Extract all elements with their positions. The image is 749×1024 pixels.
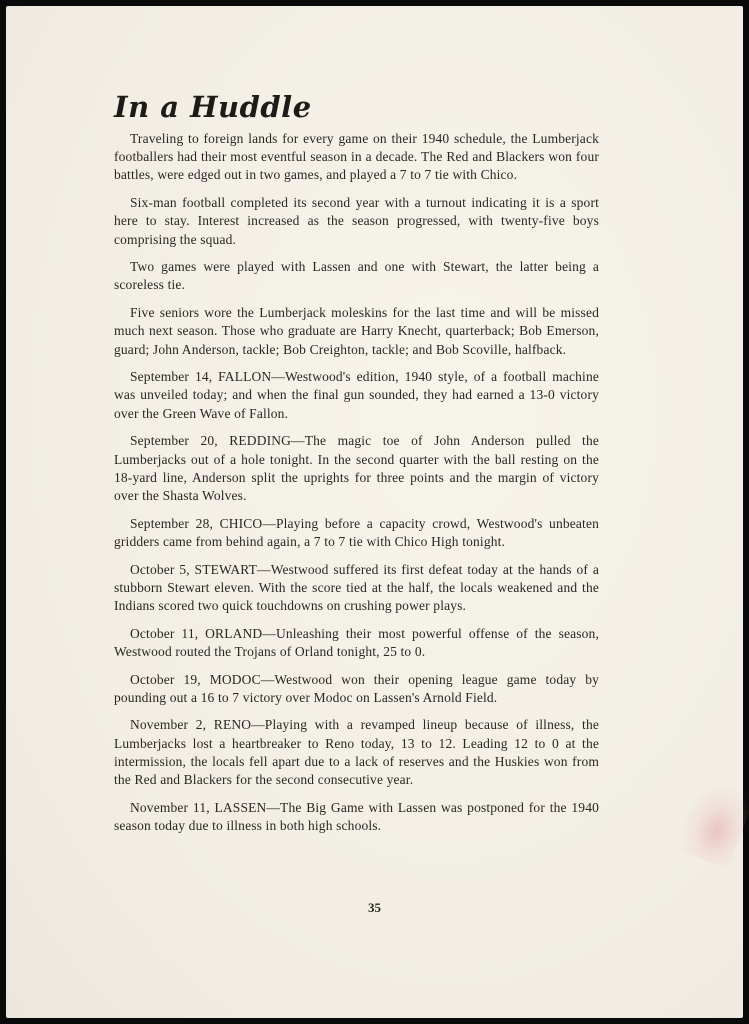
paragraph: Traveling to foreign lands for every game on their 1940 schedule, the Lumberjack footballers had their most eventful season in a decade. The Red and Blackers won four battles, were edged out in two games, and played a 7 to 7 tie with Chico.	[114, 131, 599, 183]
page-number: 35	[368, 900, 381, 915]
paragraph: October 5, STEWART—Westwood suffered its first defeat today at the hands of a stubborn Stewart eleven. With the score tied at the half, the locals weakened and the Indians scored two quick touchdowns on crushing power plays.	[114, 561, 599, 613]
article	[114, 90, 599, 845]
paragraph: October 11, ORLAND—Unleashing their most powerful offense of the season, Westwood routed the Trojans of Orland tonight, 25 to 0.	[114, 625, 599, 659]
paragraph: Six-man football completed its second year with a turnout indicating it is a sport here to stay. Interest increased as the season progressed, with twenty-five boys comprising the squad.	[114, 195, 599, 247]
paragraph: September 28, CHICO—Playing before a capacity crowd, Westwood's unbeaten gridders came from behind again, a 7 to 7 tie with Chico High tonight.	[114, 515, 599, 549]
paragraph: November 11, LASSEN—The Big Game with Lassen was postponed for the 1940 season today due to illness in both high schools.	[114, 799, 599, 833]
paragraph: November 2, RENO—Playing with a revamped lineup because of illness, the Lumberjacks lost a heartbreaker to Reno today, 13 to 12. Leading 12 to 0 at the intermission, the locals fell apart due to a lack of reserves and the Huskies won from the Red and Blackers for the second consecutive year.	[114, 717, 599, 788]
paragraph: Five seniors wore the Lumberjack moleskins for the last time and will be missed much next season. Those who graduate are Harry Knecht, quarterback; Bob Emerson, guard; John Anderson, tackle; Bob Creighton, tackle; and Bob Scoville, halfback.	[114, 305, 599, 357]
page-title: In a Huddle	[114, 90, 312, 124]
paragraph: Two games were played with Lassen and one with Stewart, the latter being a scoreless tie.	[114, 259, 599, 293]
ink-smudge	[672, 773, 749, 869]
paragraph: September 20, REDDING—The magic toe of John Anderson pulled the Lumberjacks out of a hole tonight. In the second quarter with the ball resting on the 18-yard line, Anderson split the uprights for three points and the margin of victory over the Shasta Wolves.	[114, 433, 599, 503]
paragraph: September 14, FALLON—Westwood's edition, 1940 style, of a football machine was unveiled today; and when the final gun sounded, they had earned a 13-0 victory over the Green Wave of Fallon.	[114, 369, 599, 421]
paragraph: October 19, MODOC—Westwood won their opening league game today by pounding out a 16 to 7 victory over Modoc on Lassen's Arnold Field.	[114, 671, 599, 705]
